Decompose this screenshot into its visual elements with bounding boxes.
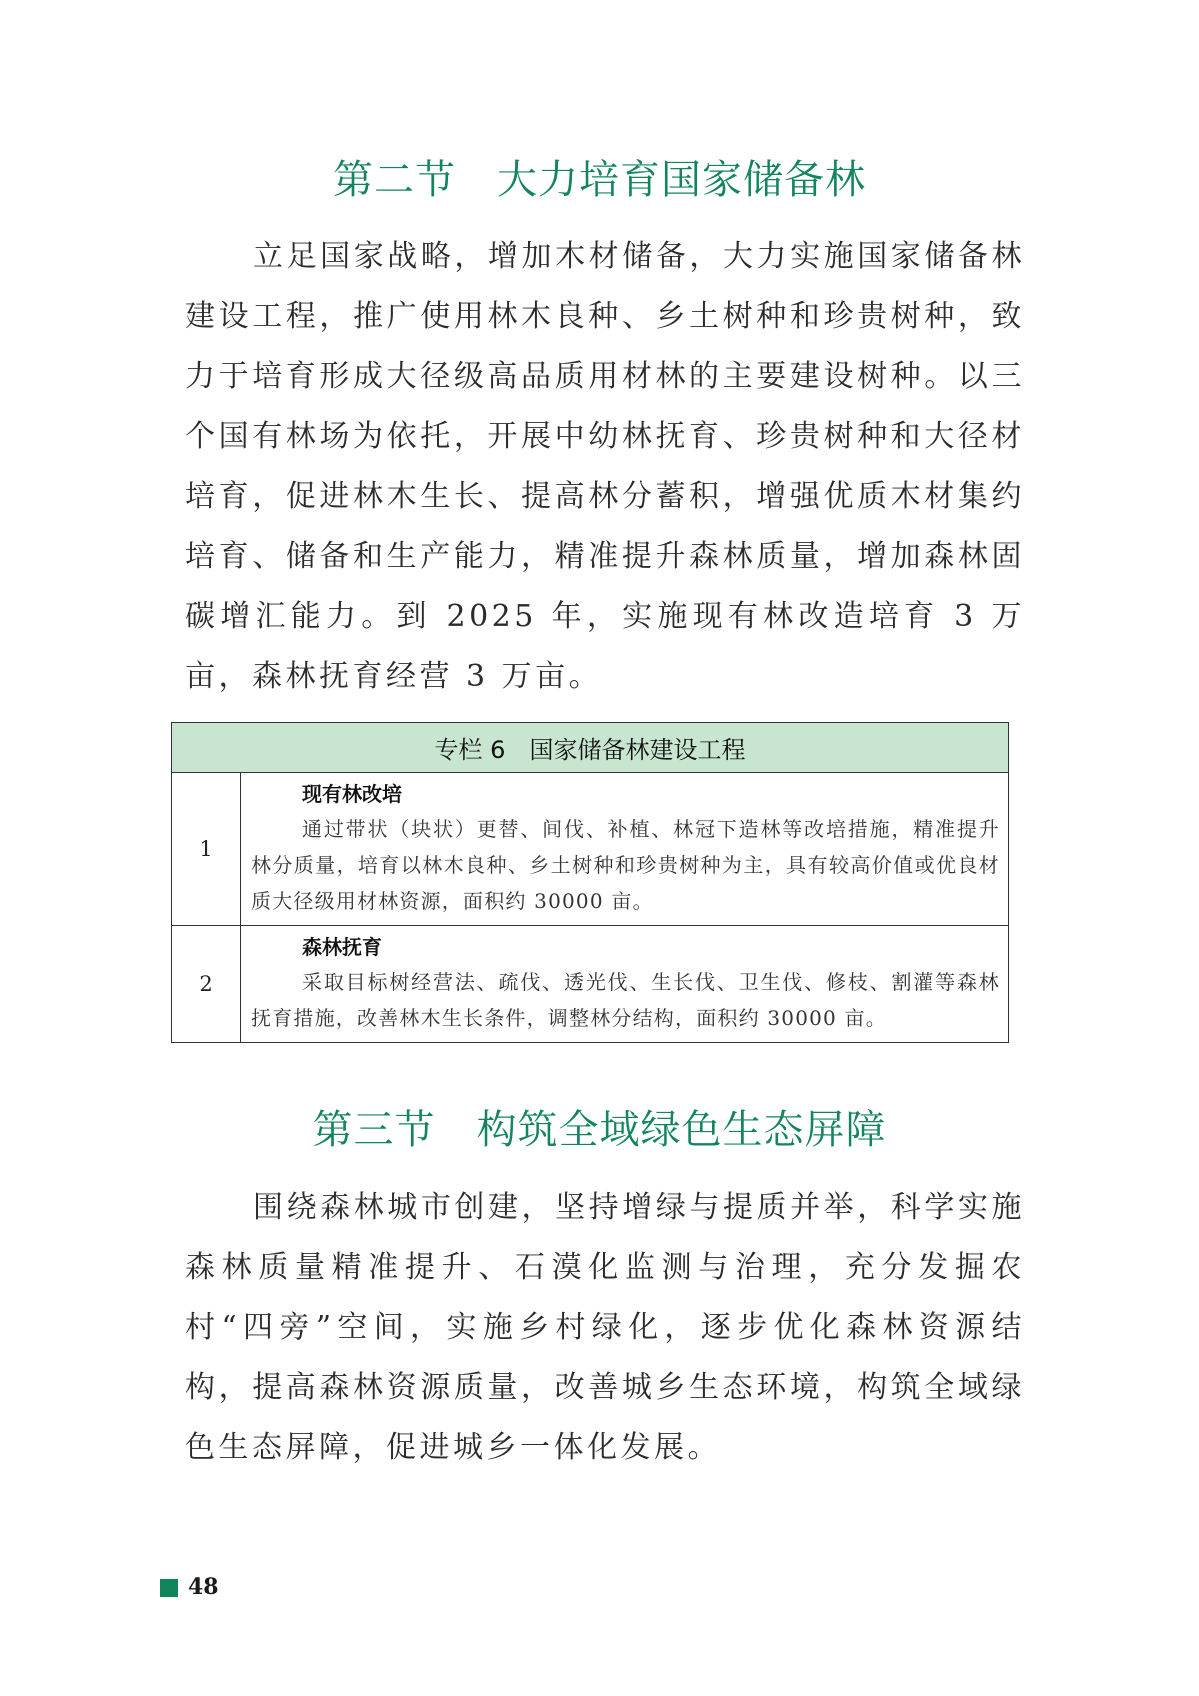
row-title: 现有林改培 [302, 782, 402, 806]
section-2-paragraph: 立足国家战略，增加木材储备，大力实施国家储备林建设工程，推广使用林木良种、乡土树种和珍贵树种，致力于培育形成大径级高品质用材林的主要建设树种。以三个国有林场为依托，开展中幼林抚育、珍贵树种和大径材培育，促进林木生长、提高林分蓄积，增强优质木材集约培育、储备和生产能力，精准提升森林质量，增加森林固碳增汇能力。到 2025 年，实施现有林改造培育 3 万亩，森林抚育经营 3 万亩。 [185, 239, 1025, 694]
page-number: 48 [188, 1574, 219, 1600]
table-row [172, 926, 1009, 1043]
section-3-paragraph: 围绕森林城市创建，坚持增绿与提质并举，科学实施森林质量精准提升、石漠化监测与治理，充分发掘农村“四旁”空间，实施乡村绿化，逐步优化森林资源结构，提高森林资源质量，改善城乡生态环境，构筑全域绿色生态屏障，促进城乡一体化发展。 [185, 1190, 1025, 1465]
section-2-title: 第二节 大力培育国家储备林 [333, 157, 866, 203]
table-row [172, 773, 1009, 926]
row-content [241, 773, 1009, 926]
column-box-header: 专栏 6 国家储备林建设工程 [172, 723, 1009, 773]
row-content [241, 926, 1009, 1043]
page-marker-square [160, 1579, 178, 1597]
row-text: 采取目标树经营法、疏伐、透光伐、生长伐、卫生伐、修枝、割灌等森林抚育措施，改善林木生长条件，调整林分结构，面积约 30000 亩。 [251, 970, 1000, 1030]
row-text: 通过带状（块状）更替、间伐、补植、林冠下造林等改培措施，精准提升林分质量，培育以林木良种、乡土树种和珍贵树种为主，具有较高价值或优良材质大径级用材林资源，面积约 30000 亩。 [251, 817, 1000, 913]
row-title: 森林抚育 [302, 935, 382, 959]
row-number: 2 [172, 926, 241, 1043]
column-box-table [171, 722, 1009, 1043]
column-box-header-row [172, 723, 1009, 773]
row-number: 1 [172, 773, 241, 926]
section-3-title: 第三节 构筑全域绿色生态屏障 [312, 1107, 887, 1153]
